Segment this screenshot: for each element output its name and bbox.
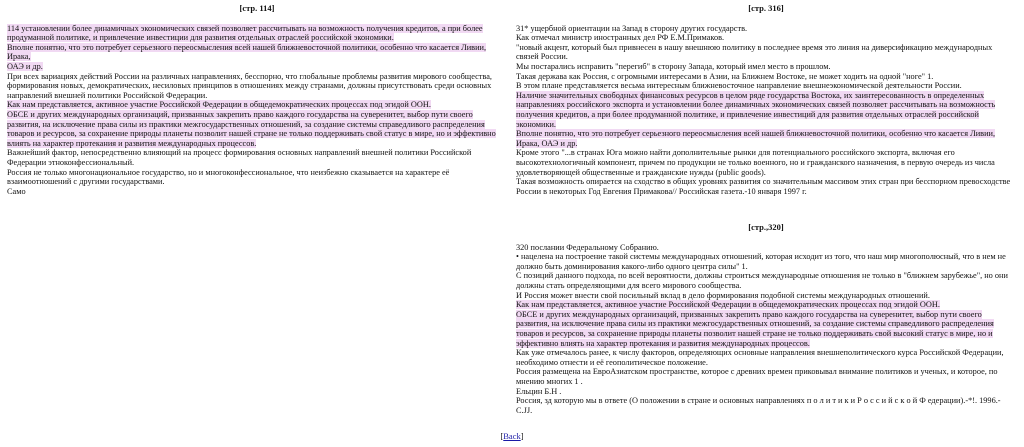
paragraph xyxy=(516,310,1016,348)
page-320-header: [стр.,320] xyxy=(748,222,784,232)
paragraph xyxy=(516,129,1016,148)
paragraph xyxy=(516,387,1016,397)
paragraph-text: Россия не только многонациональное государство, но и многоконфессиональное, что неизбежно сказывается на характере её взаимоотношений с другими государствами. xyxy=(7,167,450,187)
highlighted-text: Как нам представляется, активное участие Российской Федерации в общедемократических процессах под эгидой ООН. xyxy=(7,100,431,110)
highlighted-text: ОБСЕ и других международных организаций, призванных закрепить право каждого государства на суверенитет, выбор пути своего развития, на исключение права силы из практики межгосударственных отношений, за создание системы справедливого распределения товаров и ресурсов, за сохранение природы планеты позволит нашей стране не только поддерживать свой высокий статус в мире, но и эффективно влиять на характер протекания и развития международных процессов. xyxy=(516,309,994,348)
paragraph xyxy=(516,72,1016,82)
page-316-column xyxy=(516,4,1016,196)
paragraph xyxy=(516,300,1016,310)
paragraph-text: "новый акцент, который был привнесен в нашу внешнюю политику в последнее время это линия на диверсификацию международных связей России. xyxy=(516,42,993,62)
paragraph xyxy=(516,81,1016,91)
paragraph xyxy=(516,252,1016,271)
paragraph-text: Такая держава как Россия, с огромными интересами в Азии, на Ближнем Востоке, не может ходить на одной "ноге" 1. xyxy=(516,71,934,81)
paragraph-text: 320 послании Федеральному Собранию. xyxy=(516,242,659,252)
paragraph xyxy=(7,62,507,72)
paragraph xyxy=(516,43,1016,62)
paragraph-text: Важнейший фактор, непосредственно влияющий на процесс формирования основных направлений внешней политики Российской Федерации этноконфессиональный. xyxy=(7,148,472,167)
paragraph-text: Россия размещена на ЕвроАзиатском пространстве, которое с древних времен приковывал внимание политиков и ученых, и которое, по мнению многих 1 . xyxy=(516,367,998,386)
paragraph-text: В этом плане представляется весьма интересным ближневосточное направление внешнеэкономической деятельности России. xyxy=(516,81,962,91)
paragraph xyxy=(516,396,1016,415)
back-bracket-close: ] xyxy=(520,431,524,441)
paragraph-text: И Россия может внести свой посильный вклад в дело формирования подобной системы международных отношений. xyxy=(516,290,930,300)
paragraph xyxy=(516,91,1016,129)
paragraph-text: При всех вариациях действий России на различных направлениях, бесспорно, что глобальные проблемы развития мирового сообщества, формирования новых, демократических, несиловых принципов в отношениях между странами, должны присутствовать среди основных направлений внешней политики Российской Федерации. xyxy=(7,71,492,100)
back-nav xyxy=(0,432,1024,442)
paragraph-text: Как отмечал министр иностранных дел РФ Е.М.Примаков. xyxy=(516,33,725,43)
highlighted-text: Вполне понятно, что это потребует серьезного переосмысления всей нашей ближневосточной политики, особенно что касается Ливии, Ирака, xyxy=(7,42,487,62)
paragraph xyxy=(7,72,507,101)
back-link[interactable]: Back xyxy=(503,431,521,441)
page-114-text xyxy=(7,24,507,197)
page-320-column xyxy=(516,223,1016,415)
paragraph xyxy=(7,24,507,43)
paragraph xyxy=(516,271,1016,290)
highlighted-text: ОАЭ и др. xyxy=(7,61,43,71)
highlighted-text: Как нам представляется, активное участие Российской Федерации в общедемократических процессах под эгидой ООН. xyxy=(516,300,940,310)
paragraph-text: С позиций данного подхода, по всей вероятности, должны строиться международные отношения не только в "ближнем зарубежье", но они должны стать определяющими для всего мирового сообщества. xyxy=(516,271,1008,290)
paragraph xyxy=(7,110,507,148)
page-114-header: [стр. 114] xyxy=(239,3,275,13)
paragraph xyxy=(7,168,507,187)
paragraph-text: Само xyxy=(7,186,26,196)
paragraph-text: Как уже отмечалось ранее, к числу факторов, определяющих основные направления внешнеполитического курса Российской Федерации, необходимо отнести и её геополитическое положение. xyxy=(516,348,1004,367)
paragraph xyxy=(516,291,1016,301)
paragraph xyxy=(516,367,1016,386)
page-316-text xyxy=(516,24,1016,197)
page-316-header: [стр. 316] xyxy=(748,3,784,13)
paragraph xyxy=(7,187,507,197)
paragraph xyxy=(516,24,1016,34)
back-bracket-open: [ xyxy=(500,431,504,441)
paragraph-text: 31* ущербной ориентации на Запад в сторону других государств. xyxy=(516,23,748,33)
paragraph-text: Мы постарались исправить "перегиб" в сторону Запада, который имел место в прошлом. xyxy=(516,61,831,71)
paragraph xyxy=(516,62,1016,72)
paragraph xyxy=(7,148,507,167)
paragraph xyxy=(516,348,1016,367)
highlighted-text: 114 установлении более динамичных экономических связей позволяет рассчитывать на возможность получения кредитов, а при более продуманной политике, и привлечение инвестиции для развития отдельных отраслей российской экономики. xyxy=(7,23,483,43)
paragraph xyxy=(516,177,1016,196)
paragraph xyxy=(7,100,507,110)
page-320-text xyxy=(516,243,1016,416)
paragraph xyxy=(7,43,507,62)
highlighted-text: Вполне понятно, что это потребует серьезного переосмысления всей нашей ближневосточной политики, особенно что касается Ливии, Ирака, ОАЭ и др. xyxy=(516,129,996,148)
paragraph xyxy=(516,243,1016,253)
paragraph-text: Кроме этого "...в странах Юга можно найти дополнительные рынки для потенциального российского экспорта, включая его высокотехнологичный компонент, причем по продукции не только военного, но и гражданского назначения, в первую очередь из числа удовлетворяющей общественные и гражданские нужды (public goods). xyxy=(516,148,995,177)
paragraph-text: • нацелена на построение такой системы международных отношений, которая исходит из того, что наш мир многополюсный, что в нем не должно быть доминирования какого-либо одного центра силы" 1. xyxy=(516,252,1006,271)
paragraph-text: Россия, зд которую мы в ответе (О положении в стране и основных направлениях п о л и т и к и Р о с с и й с к о й Ф едерации).-*!. 1996.-С.JJ. xyxy=(516,396,1001,415)
highlighted-text: ОБСЕ и других международных организаций, призванных закрепить право каждого государства на суверенитет, выбор пути своего развития, на исключение права силы из практики межгосударственных отношений, за создание системы справедливого распределения товаров и ресурсов, за сохранение природы планеты позволит нашей стране не только поддерживать свой статус в мире, но и эффективно влиять на характер протекания и развития международных процессов. xyxy=(7,109,496,148)
paragraph xyxy=(516,33,1016,43)
paragraph-text: Ельцин Б.Н . xyxy=(516,386,562,396)
paragraph xyxy=(516,148,1016,177)
highlighted-text: Наличие значительных свободных финансовых ресурсов в целом ряде государства Востока, их заинтересованность в определенных направлениях российского экспорта и установлении более динамичных экономических связей позволяет рассчитывать на возможность получения кредитов, а при более продуманной политике, и привлечение инвестиций для развития отдельных отраслей российской экономики. xyxy=(516,90,996,129)
page-114-column xyxy=(7,4,507,196)
paragraph-text: Такая возможность опирается на сходство в общих уровнях развития со значительным массивом этих стран при бесспорном превосходстве России в некоторых Год Евгения Примакова// Российская газета.-10 января 1997 г. xyxy=(516,177,1011,196)
